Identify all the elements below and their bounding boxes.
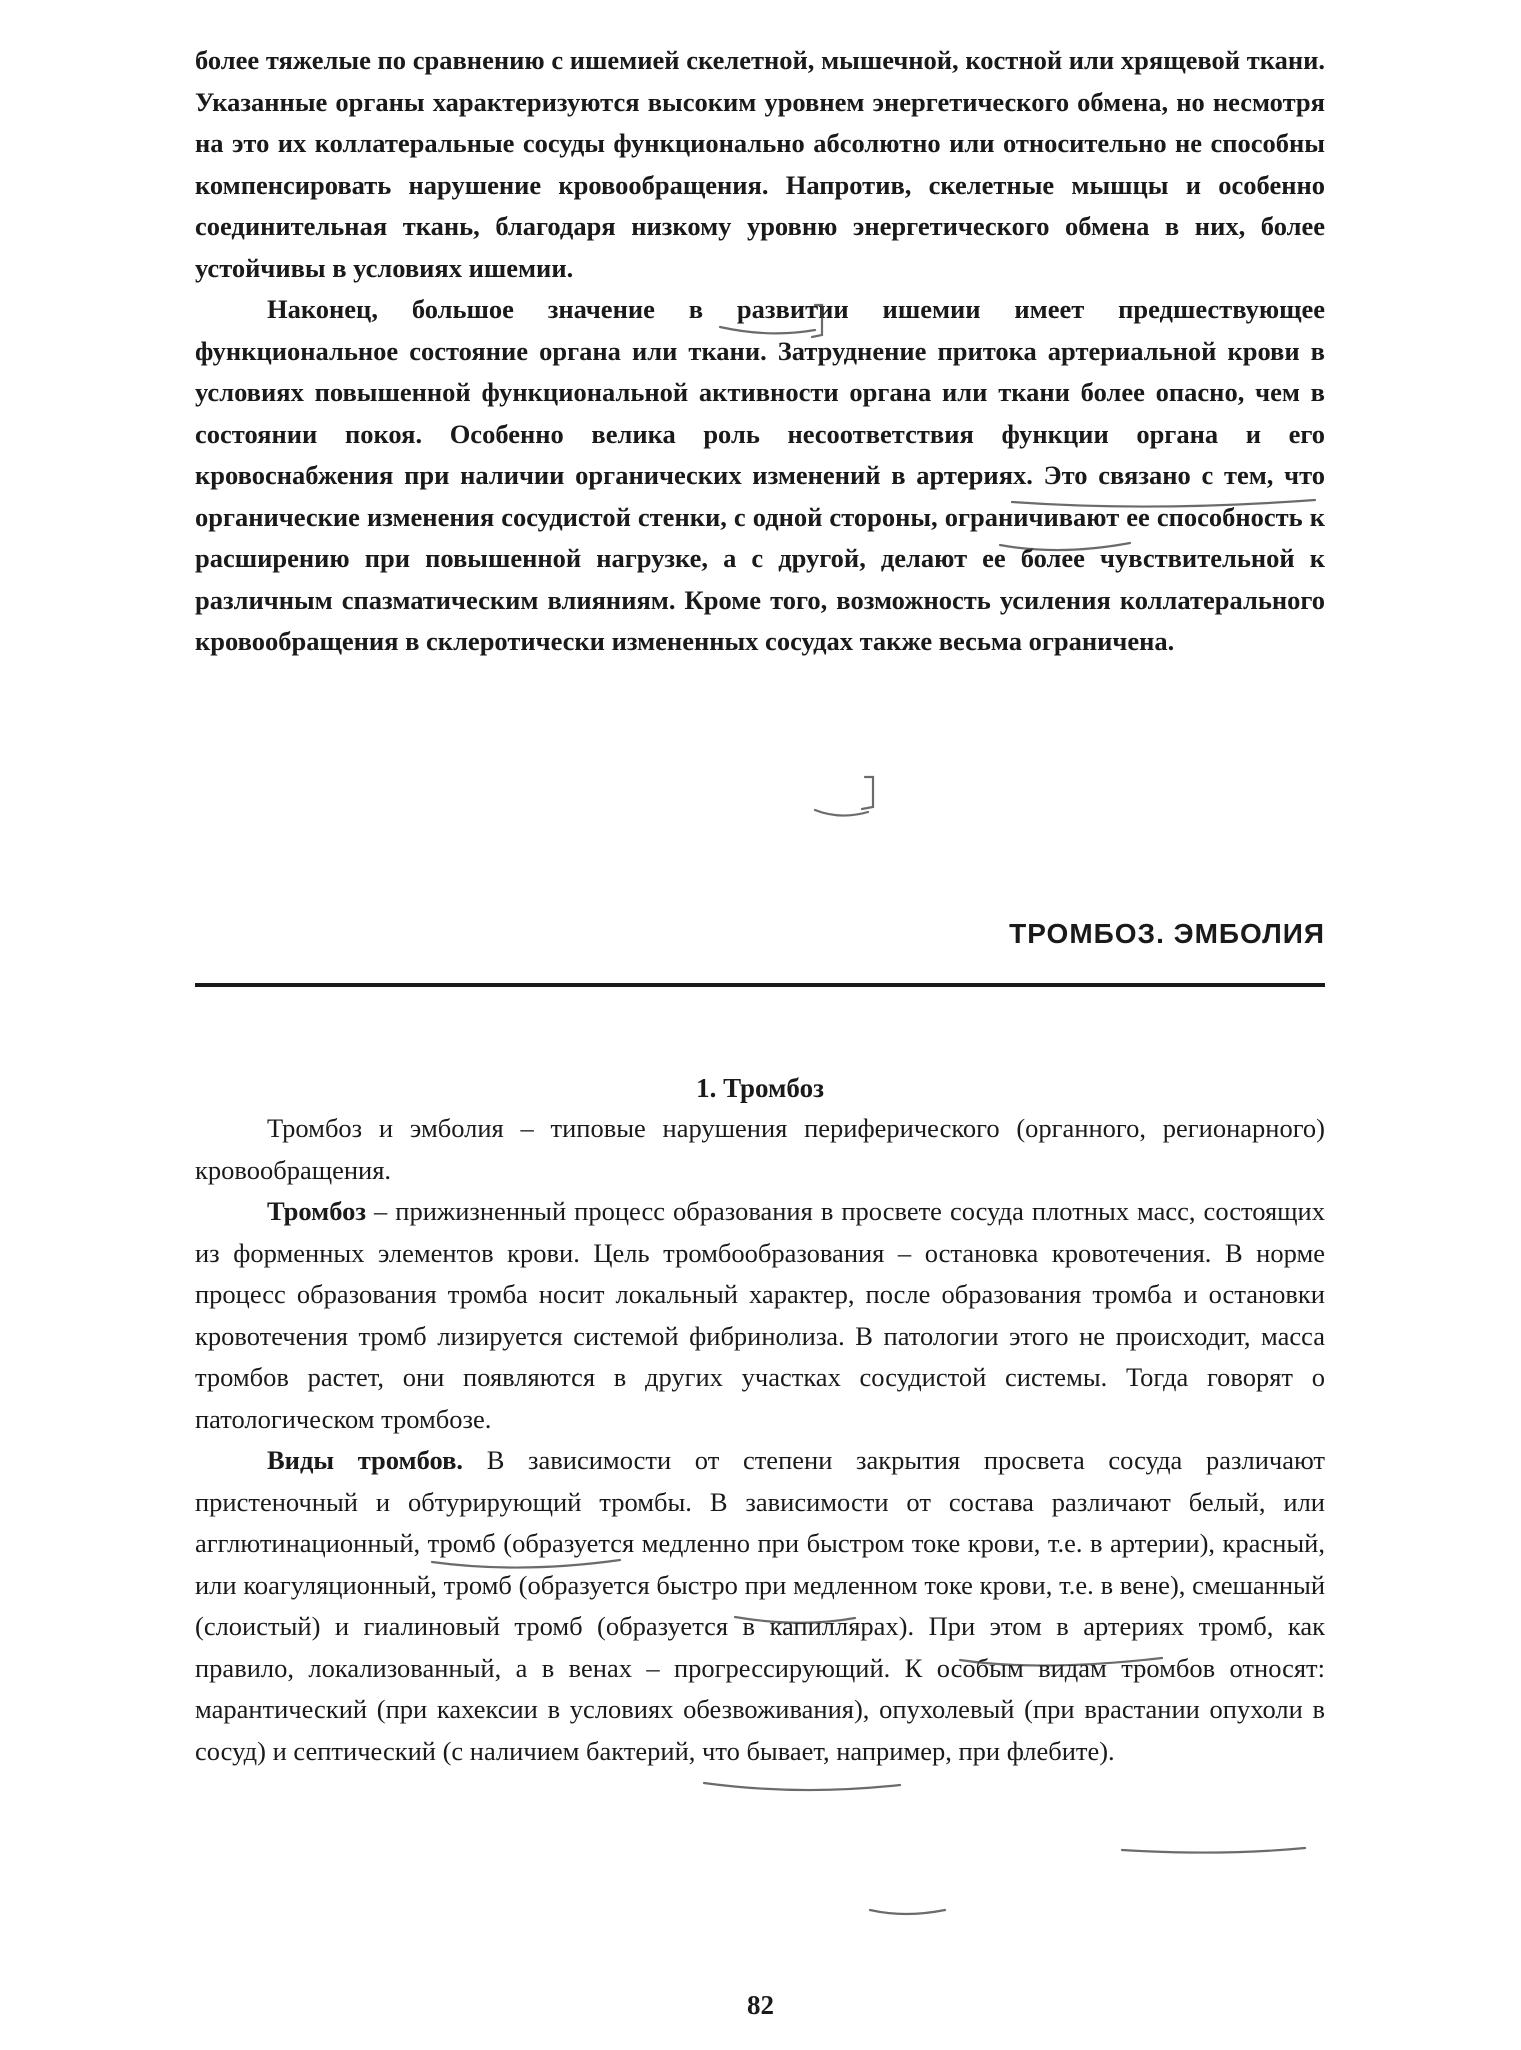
pencil-underline-8 [1122, 1848, 1305, 1853]
thrombus-types-text: В зависимости от степени закрытия просвета сосуда различают пристеночный и обтурирующий тромбы. В зависимости от состава различают белый, или агглютинационный, тромб (образуется медленно при быстром токе крови, т.е. в артерии), красный, или коагуляционный, тромб (образуется быстро при медленном токе крови, т.е. в вене), смешанный (слоистый) и гиалиновый тромб (образуется в капиллярах). При этом в артериях тромб, как правило, локализованный, а в венах – прогрессирующий. К особым видам тромбов относят: марантический (при кахексии в условиях обезвоживания), опухолевый (при врастании опухоли в сосуд) и септический (с наличием бактерий, что бывает, например, при флебите). [195, 1445, 1326, 1766]
term-thrombosis: Тромбоз [267, 1196, 366, 1226]
pencil-bracket-2 [862, 777, 873, 809]
section-heading: 1. Тромбоз [696, 1073, 824, 1103]
pencil-mark-1 [815, 810, 868, 816]
chapter-divider [195, 983, 1325, 987]
paragraph-definition-intro: Тромбоз и эмболия – типовые нарушения периферического (органного, регионарного) кровообращения. [195, 1113, 1325, 1185]
paragraph-functional-state: Наконец, большое значение в развитии ишемии имеет предшествующее функциональное состояние органа или ткани. Затруднение притока артериальной крови в условиях повышенной функциональной активности органа или ткани более опасно, чем в состоянии покоя. Особенно велика роль несоответствия функции органа и его кровоснабжения при наличии органических изменений в артериях. Это связано с тем, что органические изменения сосудистой стенки, с одной стороны, ограничивают ее способность к расширению при повышенной нагрузке, а с другой, делают ее более чувствительной к различным спазматическим влияниям. Кроме того, возможность усиления коллатерального кровообращения в склеротически измененных сосудах также весьма ограничена. [195, 294, 1325, 656]
paragraph-ischemia-tissues: более тяжелые по сравнению с ишемией скелетной, мышечной, костной или хрящевой ткани. Указанные органы характеризуются высоким уровнем энергетического обмена, но несмотря на это их коллатеральные сосуды функционально абсолютно или относительно не способны компенсировать нарушение кровообращения. Напротив, скелетные мышцы и особенно соединительная ткань, благодаря низкому уровню энергетического обмена в них, более устойчивы в условиях ишемии. [195, 45, 1325, 283]
term-thrombus-types: Виды тромбов. [267, 1445, 464, 1475]
paragraph-thrombus-types [195, 1440, 1325, 1772]
pencil-underline-7 [704, 1783, 900, 1790]
chapter-title: ТРОМБОЗ. ЭМБОЛИЯ [1009, 918, 1325, 949]
top-text-block [195, 40, 1325, 663]
paragraph-thrombosis-definition [195, 1191, 1325, 1440]
pencil-mark-2 [870, 1910, 945, 1914]
page-number: 82 [747, 1990, 774, 2020]
thrombosis-definition-text: – прижизненный процесс образования в просвете сосуда плотных масс, состоящих из форменных элементов крови. Цель тромбообразования – остановка кровотечения. В норме процесс образования тромба носит локальный характер, после образования тромба и остановки кровотечения тромб лизируется системой фибринолиза. В патологии этого не происходит, масса тромбов растет, они появляются в других участках сосудистой системы. Тогда говорят о патологическом тромбозе. [195, 1196, 1325, 1434]
section-thrombosis [195, 1068, 1325, 1772]
